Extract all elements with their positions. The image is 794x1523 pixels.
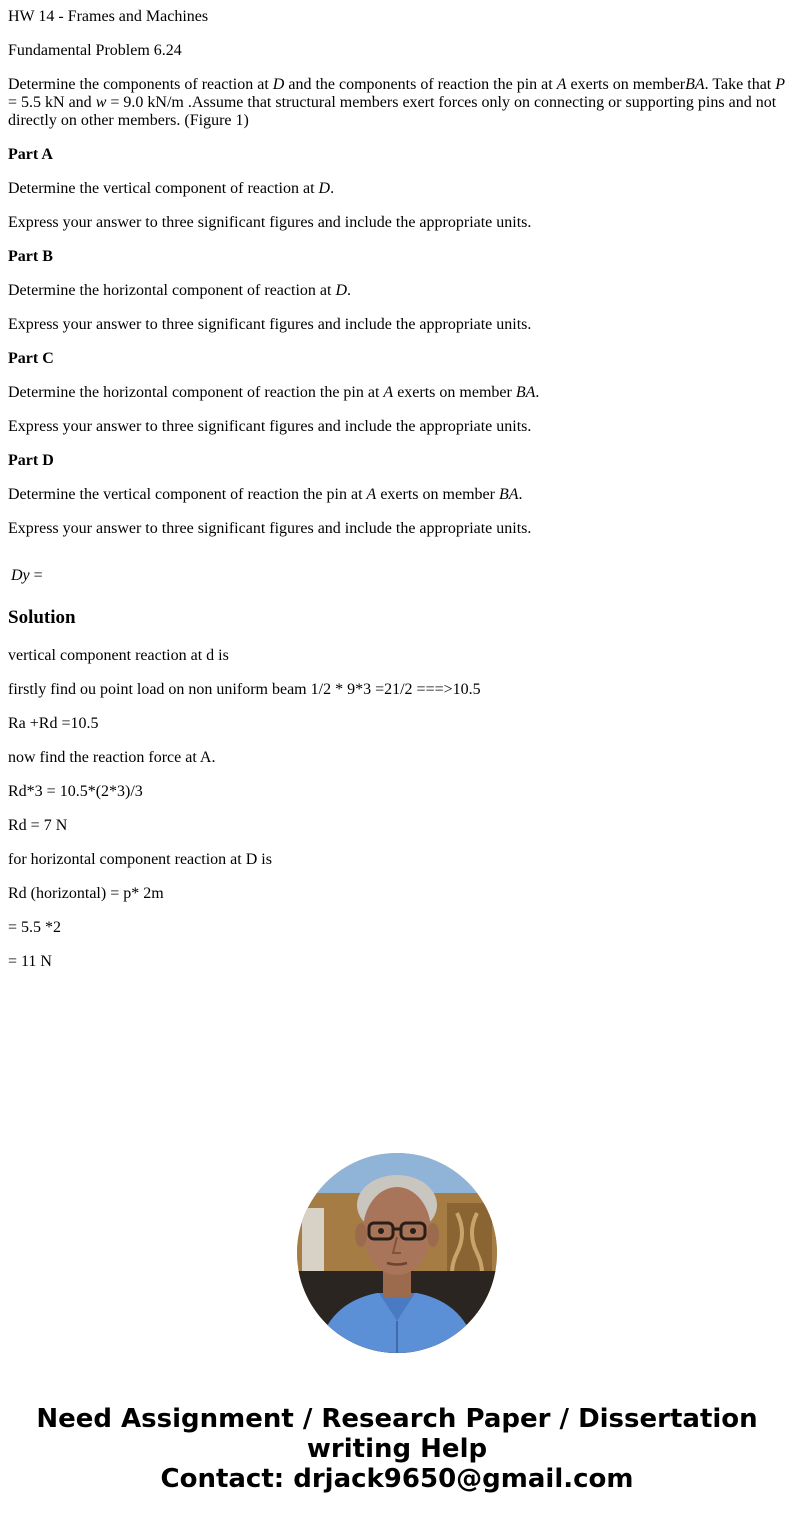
solution-line: Ra +Rd =10.5 xyxy=(8,715,99,732)
problem-title: Fundamental Problem 6.24 xyxy=(8,42,182,59)
promo-line: Need Assignment / Research Paper / Dissertation xyxy=(36,1404,758,1434)
avatar-portrait xyxy=(297,1153,497,1353)
part-d-question: Determine the vertical component of reaction the pin at A exerts on member BA. xyxy=(8,486,523,503)
solution-line: Rd = 7 N xyxy=(8,817,68,834)
part-c-instruction: Express your answer to three significant figures and include the appropriate units. xyxy=(8,418,532,435)
promo-line: writing Help xyxy=(306,1434,488,1464)
part-b-instruction: Express your answer to three significant figures and include the appropriate units. xyxy=(8,316,532,333)
part-b-label: Part B xyxy=(8,248,53,265)
solution-line: = 11 N xyxy=(8,953,52,970)
solution-heading: Solution xyxy=(8,607,76,628)
part-c-label: Part C xyxy=(8,350,54,367)
answer-variable: Dy xyxy=(11,567,30,584)
solution-line: Rd (horizontal) = p* 2m xyxy=(8,885,164,902)
part-d-label: Part D xyxy=(8,452,54,469)
promo-banner xyxy=(0,1404,794,1494)
part-b-question: Determine the horizontal component of reaction at D. xyxy=(8,282,351,299)
solution-line: vertical component reaction at d is xyxy=(8,647,229,664)
solution-line: for horizontal component reaction at D is xyxy=(8,851,272,868)
answer-line: Dy = xyxy=(11,567,43,584)
solution-line: = 5.5 *2 xyxy=(8,919,62,936)
solution-line: firstly find ou point load on non uniform beam 1/2 * 9*3 =21/2 ===>10.5 xyxy=(8,681,481,698)
part-a-label: Part A xyxy=(8,146,53,163)
solution-line: Rd*3 = 10.5*(2*3)/3 xyxy=(8,783,143,800)
avatar xyxy=(297,1153,497,1353)
part-c-question: Determine the horizontal component of reaction the pin at A exerts on member BA. xyxy=(8,384,540,401)
part-d-instruction: Express your answer to three significant figures and include the appropriate units. xyxy=(8,520,532,537)
page-title: HW 14 - Frames and Machines xyxy=(8,8,209,25)
promo-contact[interactable]: Contact: drjack9650@gmail.com xyxy=(160,1464,634,1494)
part-a-instruction: Express your answer to three significant figures and include the appropriate units. xyxy=(8,214,532,231)
solution-line: now find the reaction force at A. xyxy=(8,749,216,766)
problem-statement: Determine the components of reaction at D and the components of reaction the pin at A exerts on memberBA. Take that P = 5.5 kN and w = 9.0 kN/m .Assume that structural members exert forces only on connecting or supporting pins and not directly on other members. (Figure 1) xyxy=(8,76,786,129)
part-a-question: Determine the vertical component of reaction at D. xyxy=(8,180,335,197)
